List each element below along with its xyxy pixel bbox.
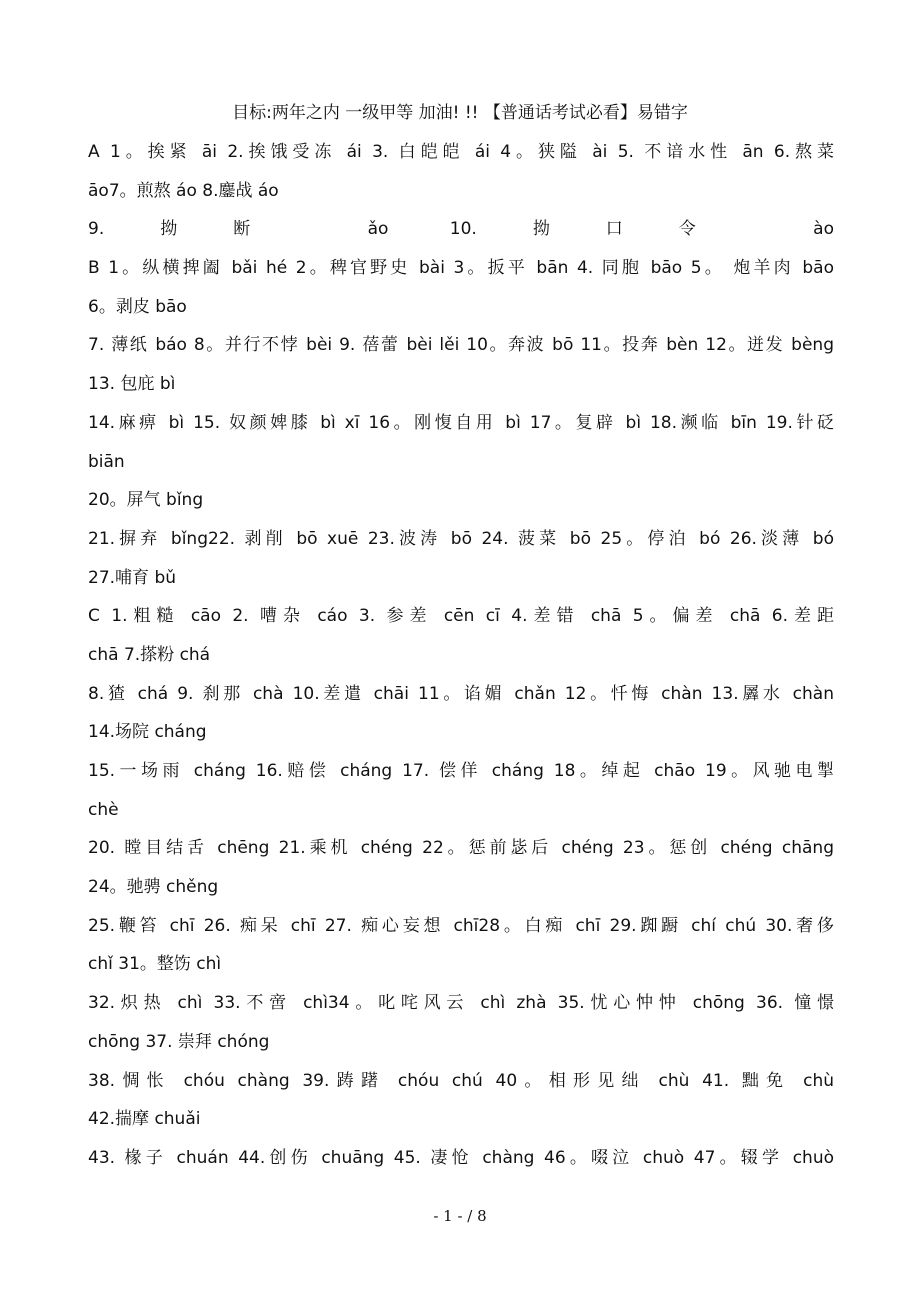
text-line: 25.鞭笞 chī 26. 痴呆 chī 27. 痴心妄想 chī28。白痴 chī 29.踟蹰 chí chú 30.奢侈 [88,915,834,936]
text-line: 38.惆怅 chóu chàng 39.踌躇 chóu chú 40。相形见绌 chù 41. 黜免 chù [88,1070,834,1091]
text-line: 15.一场雨 cháng 16.赔偿 cháng 17. 偿佯 cháng 18。绰起 chāo 19。风驰电掣 [88,761,834,781]
text-line: 32.炽热 chì 33.不啻 chì34。叱咤风云 chì zhà 35.忧心忡忡 chōng 36. 憧憬 [88,993,834,1014]
text-line: A 1。挨紧 āi 2.挨饿受冻 ái 3. 白皑皑 ái 4。狭隘 ài 5. 不谙水性 ān 6.熬菜 [88,142,834,162]
text-line: chǐ 31。整饬 chì [88,954,222,975]
text-line: 43. 椽子 chuán 44.创伤 chuāng 45. 凄怆 chàng 46。啜泣 chuò 47。辍学 chuò [88,1147,834,1168]
text-line: chā 7.搽粉 chá [88,644,211,665]
text-line: 7. 薄纸 báo 8。并行不悖 bèi 9. 蓓蕾 bèi lěi 10。奔波 bō 11。投奔 bèn 12。迸发 bèng [88,335,834,356]
text-line: āo7。煎熬 áo 8.鏖战 áo [88,180,279,201]
text-line: chè [88,799,119,820]
text-line: 9.拗断 ǎo 10.拗口令 ào [88,219,834,240]
text-line: 20。屏气 bǐng [88,490,204,511]
text-line: C 1.粗糙 cāo 2. 嘈杂 cáo 3. 参差 cēn cī 4.差错 chā 5。偏差 chā 6.差距 [88,606,834,627]
text-line: 14.场院 cháng [88,722,207,743]
document-title: 目标:两年之内 一级甲等 加油! !! 【普通话考试必看】易错字 [232,103,688,123]
text-line: biān [88,451,125,472]
text-line: 13. 包庇 bì [88,374,176,395]
text-line: 20. 瞠目结舌 chēng 21.乘机 chéng 22。惩前毖后 chéng 23。惩创 chéng chāng [88,838,834,859]
text-line: 6。剥皮 bāo [88,296,187,317]
text-line: B 1。纵横捭阖 bǎi hé 2。稗官野史 bài 3。扳平 bān 4. 同胞 bāo 5。 炮羊肉 bāo [88,258,834,279]
text-line: 21.摒弃 bǐng22. 剥削 bō xuē 23.波涛 bō 24. 菠菜 bō 25。停泊 bó 26.淡薄 bó [88,528,834,549]
text-line: 8.猹 chá 9. 刹那 chà 10.差遣 chāi 11。谄媚 chǎn 12。忏悔 chàn 13.羼水 chàn [88,683,834,704]
text-line: 27.哺育 bǔ [88,567,177,588]
text-line: 24。驰骋 chěng [88,877,219,898]
page-number: - 1 - / 8 [433,1207,487,1225]
text-line: chōng 37. 崇拜 chóng [88,1031,270,1052]
document-body [88,135,834,1180]
text-line: 42.揣摩 chuǎi [88,1109,201,1130]
text-line: 14.麻痹 bì 15. 奴颜婢膝 bì xī 16。刚愎自用 bì 17。复辟 bì 18.濒临 bīn 19.针砭 [88,412,834,433]
